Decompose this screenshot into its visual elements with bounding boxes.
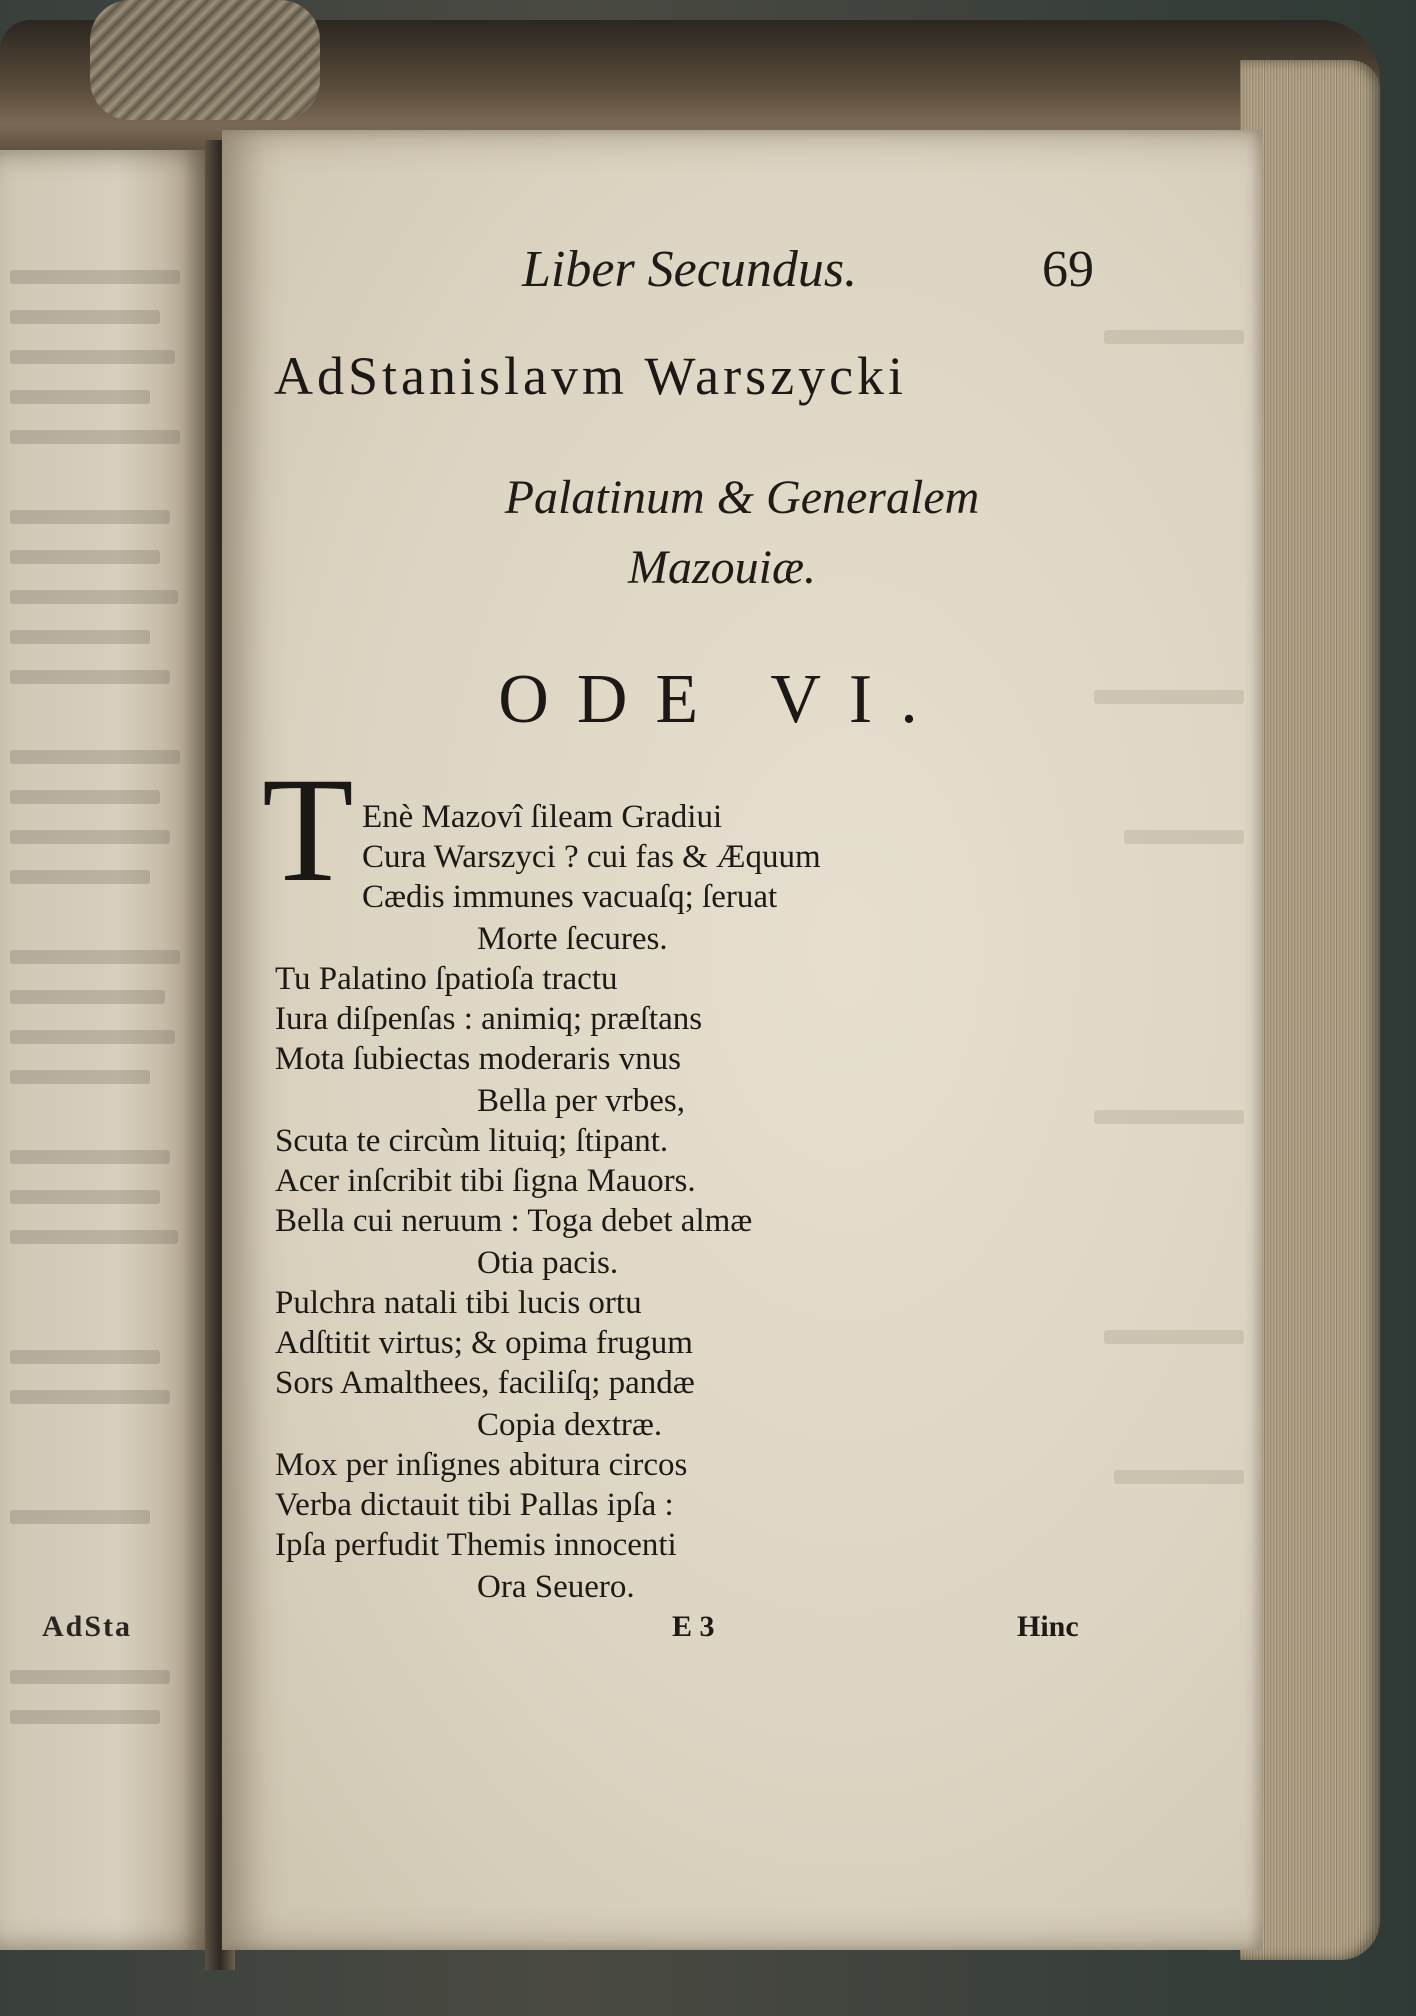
faded-text-line	[10, 790, 160, 804]
faded-text-line	[10, 1190, 160, 1204]
faded-text-line	[10, 830, 170, 844]
faded-text-line	[10, 1710, 160, 1724]
left-page-running-fragment: AdSta	[42, 1610, 133, 1643]
show-through-line	[1104, 330, 1244, 344]
catchword: Hinc	[1017, 1610, 1079, 1643]
verse-line: Ipſa perfudit Themis innocenti	[275, 1527, 677, 1563]
faded-text-line	[10, 750, 180, 764]
verse-line: Bella cui neruum : Toga debet almæ	[275, 1203, 753, 1239]
faded-text-line	[10, 870, 150, 884]
faded-text-line	[10, 510, 170, 524]
faded-text-line	[10, 670, 170, 684]
faded-text-line	[10, 310, 160, 324]
faded-text-line	[10, 590, 178, 604]
ode-title: ODE VI.	[498, 661, 946, 738]
verse-line: Iura diſpenſas : animiq; præſtans	[275, 1001, 703, 1037]
verse-line: Verba dictauit tibi Pallas ipſa :	[275, 1487, 674, 1523]
verse-line: Tu Palatino ſpatioſa tractu	[275, 961, 618, 997]
faded-text-line	[10, 990, 165, 1004]
verse-line: Sors Amalthees, faciliſq; pandæ	[275, 1365, 695, 1401]
signature-mark: E 3	[672, 1610, 715, 1643]
verse-line: Cura Warszyci ? cui fas & Æquum	[362, 839, 821, 875]
faded-text-line	[10, 390, 150, 404]
verse-line: Scuta te circùm lituiq; ſtipant.	[275, 1123, 669, 1159]
drop-cap: T	[262, 747, 354, 913]
faded-text-line	[10, 1350, 160, 1364]
verse-line: Mox per inſignes abitura circos	[275, 1447, 688, 1483]
verse-line: Pulchra natali tibi lucis ortu	[275, 1285, 642, 1321]
dedication-heading: AdStanislavm Warszycki	[274, 346, 908, 406]
faded-text-line	[10, 630, 150, 644]
faded-text-line	[10, 270, 180, 284]
verse-line: Bella per vrbes,	[477, 1083, 686, 1119]
faded-text-line	[10, 1150, 170, 1164]
verse-line: Ora Seuero.	[477, 1569, 635, 1605]
faded-text-line	[10, 1390, 170, 1404]
page-number: 69	[1042, 241, 1094, 298]
dedication-subheading: Palatinum & Generalem	[504, 471, 980, 524]
verse-line: Mota ſubiectas moderaris vnus	[275, 1041, 681, 1077]
verse-line: Otia pacis.	[477, 1245, 619, 1281]
running-title: Liber Secundus.	[522, 241, 858, 298]
verse-line: Enè Mazovî ſileam Gradiui	[362, 799, 723, 835]
verse-line: Cædis immunes vacuaſq; ſeruat	[362, 879, 778, 915]
show-through-line	[1104, 1330, 1244, 1344]
dedication-subheading-2: Mazouiæ.	[627, 541, 816, 594]
verse-line: Morte ſecures.	[477, 921, 668, 957]
verse-line: Copia dextræ.	[477, 1407, 663, 1443]
spine-cord	[90, 0, 320, 120]
faded-text-line	[10, 1230, 178, 1244]
show-through-line	[1094, 1110, 1244, 1124]
show-through-line	[1114, 1470, 1244, 1484]
right-page	[222, 130, 1262, 1950]
page-content	[222, 130, 1262, 1950]
faded-text-line	[10, 950, 180, 964]
faded-text-line	[10, 1030, 175, 1044]
faded-text-line	[10, 430, 180, 444]
faded-text-line	[10, 1070, 150, 1084]
faded-text-line	[10, 550, 160, 564]
faded-text-line	[10, 350, 175, 364]
verse-line: Adſtitit virtus; & opima frugum	[275, 1325, 693, 1361]
faded-text-line	[10, 1510, 150, 1524]
left-page	[0, 150, 215, 1950]
faded-text-line	[10, 1670, 170, 1684]
verse-line: Acer inſcribit tibi ſigna Mauors.	[275, 1163, 696, 1199]
show-through-line	[1124, 830, 1244, 844]
